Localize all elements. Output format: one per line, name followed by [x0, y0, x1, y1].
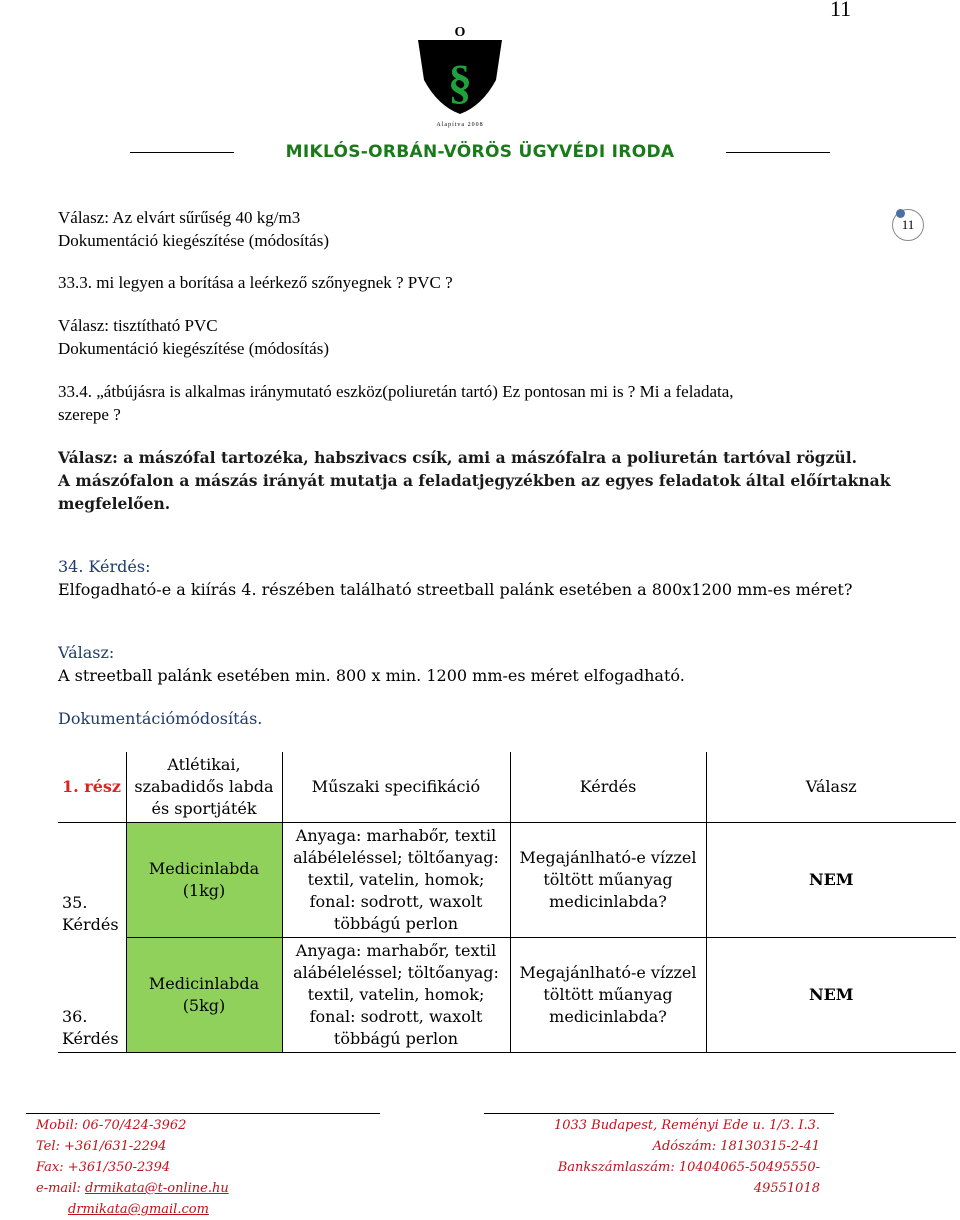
answer-density: Válasz: Az elvárt sűrűség 40 kg/m3	[58, 208, 301, 227]
row-label: 35. Kérdés	[58, 823, 126, 938]
email-link-2[interactable]: drmikata@gmail.com	[68, 1202, 209, 1217]
part-label: 1. rész	[58, 752, 126, 823]
footer-mobile: Mobil: 06-70/424-3962	[36, 1118, 187, 1133]
answer-climbing-2: A mászófalon a mászás irányát mutatja a feladatjegyzékben az egyes feladatok által előírtaknak	[58, 471, 891, 490]
footer-street: 1033 Budapest, Reményi Ede u. 1/3. I.3.	[553, 1118, 820, 1133]
spec-cell: Anyaga: marhabőr, textil alábéleléssel; töltőanyag: textil, vatelin, homok; fonal: sodrott, waxolt többágú perlon	[282, 938, 510, 1053]
paragraph-icon: §	[448, 56, 472, 109]
answer-climbing-1: Válasz: a mászófal tartozéka, habszivacs csík, ami a mászófalra a poliuretán tartóval rögzül.	[58, 448, 857, 467]
doc-amendment-1: Dokumentáció kiegészítése (módosítás)	[58, 231, 329, 250]
answer-pvc: Válasz: tisztítható PVC	[58, 316, 218, 335]
table-row	[58, 823, 956, 938]
spec-header: Műszaki specifikáció	[282, 752, 510, 823]
email-link-1[interactable]: drmikata@t-online.hu	[85, 1181, 229, 1196]
spec-cell: Anyaga: marhabőr, textil alábéleléssel; töltőanyag: textil, vatelin, homok; fonal: sodrott, waxolt többágú perlon	[282, 823, 510, 938]
question-33-4: 33.4. „átbújásra is alkalmas iránymutató eszköz(poliuretán tartó) Ez pontosan mi is ? Mi a feladata,	[58, 382, 734, 401]
answer-34-text: A streetball palánk esetében min. 800 x min. 1200 mm-es méret elfogadható.	[58, 666, 685, 685]
page-number: 11	[830, 0, 852, 21]
table-row	[58, 938, 956, 1053]
answer-cell: NEM	[706, 938, 956, 1053]
footer-email-line: e-mail: drmikata@t-online.hu	[36, 1181, 229, 1196]
answer-header: Válasz	[706, 752, 956, 823]
footer-tel: Tel: +361/631-2294	[36, 1139, 167, 1154]
row-label: 36. Kérdés	[58, 938, 126, 1053]
item-cell: Medicinlabda (1kg)	[126, 823, 282, 938]
logo-right-letter: V	[481, 62, 491, 77]
category-header: Atlétikai, szabadidős labda és sportjáték	[126, 752, 282, 823]
logo-left-letter: M	[427, 62, 441, 77]
footer-address	[510, 1115, 820, 1199]
answer-34-title: Válasz:	[58, 643, 115, 662]
footer-rule-right	[484, 1113, 834, 1114]
question-header: Kérdés	[510, 752, 706, 823]
item-cell: Medicinlabda (5kg)	[126, 938, 282, 1053]
question-33-4-cont: szerepe ?	[58, 405, 121, 424]
answer-cell: NEM	[706, 823, 956, 938]
footer-rule-left	[26, 1113, 380, 1114]
footer-fax: Fax: +361/350-2394	[36, 1160, 171, 1175]
question-cell: Megajánlható-e vízzel töltött műanyag medicinlabda?	[510, 938, 706, 1053]
logo-caption: Alapítva 2008	[436, 122, 484, 128]
question-33-3: 33.3. mi legyen a borítása a leérkező szőnyegnek ? PVC ?	[58, 273, 453, 292]
doc-amendment-2: Dokumentáció kiegészítése (módosítás)	[58, 339, 329, 358]
answer-climbing-3: megfelelően.	[58, 494, 171, 513]
question-34-text: Elfogadható-e a kiírás 4. részében található streetball palánk esetében a 800x1200 mm-es méret?	[58, 580, 853, 599]
table-header-row	[58, 752, 956, 823]
question-34-title: 34. Kérdés:	[58, 557, 151, 576]
doc-amendment-3: Dokumentációmódosítás.	[58, 709, 263, 728]
spec-table	[58, 752, 956, 1053]
footer-contact	[36, 1115, 229, 1220]
logo-top-letter: O	[454, 25, 466, 40]
badge-dot-icon	[896, 209, 905, 218]
page-badge: 11	[892, 209, 924, 241]
firm-name: MIKLÓS-ORBÁN-VÖRÖS ÜGYVÉDI IRODA	[285, 142, 675, 162]
footer-tax: Adószám: 18130315-2-41	[652, 1139, 820, 1154]
firm-logo	[412, 18, 508, 128]
question-cell: Megajánlható-e vízzel töltött műanyag medicinlabda?	[510, 823, 706, 938]
footer-bank: Bankszámlaszám: 10404065-50495550-49551018	[557, 1160, 820, 1196]
